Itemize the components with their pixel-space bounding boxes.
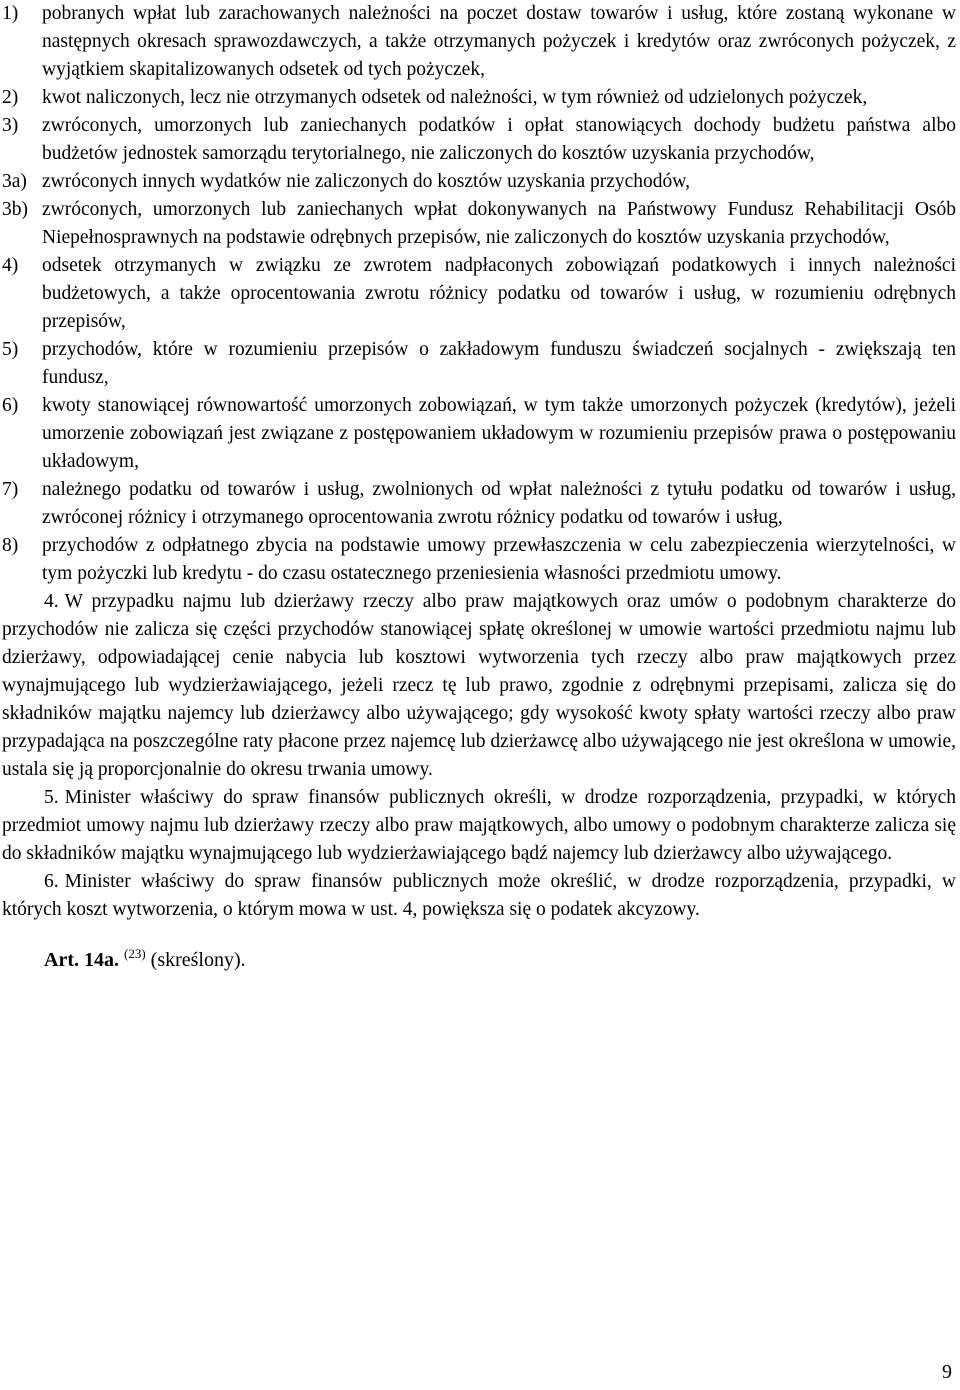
- list-item-number: 3): [2, 115, 19, 136]
- list-item-text: kwot naliczonych, lecz nie otrzymanych odsetek od należności, w tym również od udzielonych pożyczek,: [42, 87, 868, 108]
- paragraph-number: 6.: [44, 871, 59, 892]
- paragraph-number: 4.: [44, 591, 59, 612]
- list-item-number: 5): [2, 339, 19, 360]
- article-footnote-ref[interactable]: (23): [123, 946, 146, 961]
- article-status: (skreślony).: [150, 949, 246, 971]
- list-item-number: 6): [2, 395, 19, 416]
- list-item-text: przychodów z odpłatnego zbycia na podstawie umowy przewłaszczenia w celu zabezpieczenia wierzytelności, w tym pożyczki lub kredytu - do czasu ostatecznego przeniesienia własności przedmiotu umowy.: [42, 535, 956, 584]
- paragraph-6: [2, 868, 956, 924]
- list-item-number: 4): [2, 255, 19, 276]
- list-item-number: 1): [2, 3, 19, 24]
- paragraph-text: Minister właściwy do spraw finansów publicznych określi, w drodze rozporządzenia, przypadki, w których przedmiot umowy najmu lub dzierżawy rzeczy albo praw majątkowych, albo umowy o podobnym charakterze zalicza się do składników majątku wynajmującego lub wydzierżawiającego bądź najemcy lub dzierżawcy albo używającego.: [2, 787, 956, 864]
- list-item-number: 2): [2, 87, 19, 108]
- list-item: [2, 0, 956, 84]
- list-item: [2, 84, 956, 112]
- list-item-text: należnego podatku od towarów i usług, zwolnionych od wpłat należności z tytułu podatku od towarów i usług, zwróconej różnicy i otrzymanego oprocentowania zwrotu różnicy podatku od towarów i usług,: [42, 479, 956, 528]
- list-item: [2, 532, 956, 588]
- list-item-number: 3b): [2, 199, 28, 220]
- list-item: [2, 112, 956, 168]
- article-heading: [44, 946, 956, 974]
- list-item-number: 8): [2, 535, 19, 556]
- list-item-text: zwróconych innych wydatków nie zaliczonych do kosztów uzyskania przychodów,: [42, 171, 690, 192]
- article-label: Art. 14a.: [44, 949, 119, 971]
- list-item-text: zwróconych, umorzonych lub zaniechanych podatków i opłat stanowiących dochody budżetu państwa albo budżetów jednostek samorządu terytorialnego, nie zaliczonych do kosztów uzyskania przychodów,: [42, 115, 956, 164]
- paragraph-text: Minister właściwy do spraw finansów publicznych może określić, w drodze rozporządzenia, przypadki, w których koszt wytworzenia, o którym mowa w ust. 4, powiększa się o podatek akcyzowy.: [2, 871, 956, 920]
- list-item-text: odsetek otrzymanych w związku ze zwrotem nadpłaconych zobowiązań podatkowych i innych należności budżetowych, a także oprocentowania zwrotu różnicy podatku od towarów i usług, w rozumieniu odrębnych przepisów,: [42, 255, 956, 332]
- paragraph-4: [2, 588, 956, 784]
- list-item: [2, 336, 956, 392]
- page-number: 9: [942, 1361, 952, 1383]
- list-item: [2, 476, 956, 532]
- list-item: [2, 252, 956, 336]
- list-item-number: 7): [2, 479, 19, 500]
- document-page: [2, 0, 956, 974]
- paragraph-number: 5.: [44, 787, 59, 808]
- paragraph-text: W przypadku najmu lub dzierżawy rzeczy albo praw majątkowych oraz umów o podobnym charakterze do przychodów nie zalicza się części przychodów stanowiącej spłatę określonej w umowie wartości przedmiotu najmu lub dzierżawy, odpowiadającej cenie nabycia lub kosztowi wytworzenia tych rzeczy albo praw majątkowych przez wynajmującego lub wydzierżawiającego, jeżeli rzecz tę lub prawo, zgodnie z odrębnymi przepisami, zalicza się do składników majątku najemcy lub dzierżawcy albo używającego; gdy wysokość kwoty spłaty wartości rzeczy albo praw przypadająca na poszczególne raty płacone przez najemcę lub dzierżawcę albo używającego nie jest określona w umowie, ustala się ją proporcjonalnie do okresu trwania umowy.: [2, 591, 956, 780]
- list-item: [2, 196, 956, 252]
- list-item-text: przychodów, które w rozumieniu przepisów o zakładowym funduszu świadczeń socjalnych - zwiększają ten fundusz,: [42, 339, 956, 388]
- list-item-text: kwoty stanowiącej równowartość umorzonych zobowiązań, w tym także umorzonych pożyczek (kredytów), jeżeli umorzenie zobowiązań jest związane z postępowaniem układowym w rozumieniu przepisów prawa o postępowaniu układowym,: [42, 395, 956, 472]
- paragraph-5: [2, 784, 956, 868]
- enumerated-list: [2, 0, 956, 588]
- list-item: [2, 168, 956, 196]
- list-item: [2, 392, 956, 476]
- list-item-number: 3a): [2, 171, 27, 192]
- list-item-text: zwróconych, umorzonych lub zaniechanych wpłat dokonywanych na Państwowy Fundusz Rehabilitacji Osób Niepełnosprawnych na podstawie odrębnych przepisów, nie zaliczonych do kosztów uzyskania przychodów,: [42, 199, 956, 248]
- list-item-text: pobranych wpłat lub zarachowanych należności na poczet dostaw towarów i usług, które zostaną wykonane w następnych okresach sprawozdawczych, a także otrzymanych pożyczek i kredytów oraz zwróconych pożyczek, z wyjątkiem skapitalizowanych odsetek od tych pożyczek,: [42, 3, 956, 80]
